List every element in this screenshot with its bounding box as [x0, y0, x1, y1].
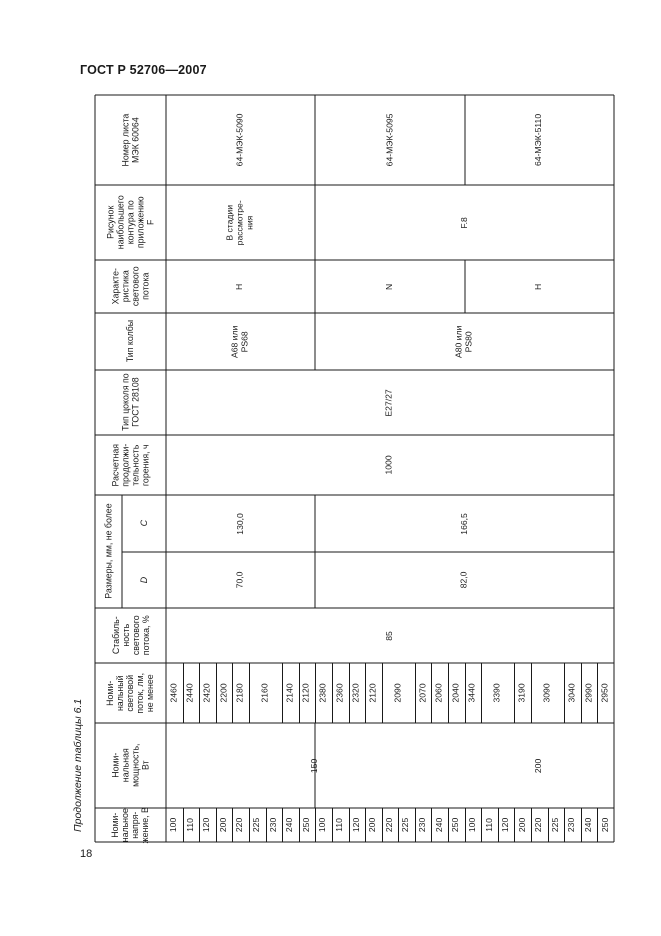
text-line: ность — [120, 624, 131, 647]
header-life — [95, 435, 166, 495]
bulb-value-2 — [315, 313, 614, 370]
voltage-cell — [332, 808, 349, 842]
voltage-cell — [431, 808, 448, 842]
flux-cell — [514, 663, 531, 723]
text-line: Рисунок — [105, 205, 116, 240]
dim-d-label: D — [138, 576, 149, 584]
text-line: потока, % — [140, 615, 151, 656]
flux-value: 2380 — [317, 683, 328, 703]
voltage-value: 220 — [234, 817, 245, 833]
text-line: горения, ч — [140, 444, 151, 486]
voltage-cell — [216, 808, 233, 842]
flux-value: 2320 — [350, 683, 361, 703]
text-line: нальная — [120, 748, 131, 783]
flux-cell — [564, 663, 581, 723]
voltage-cell — [382, 808, 399, 842]
voltage-cell — [581, 808, 598, 842]
voltage-value: 220 — [533, 817, 544, 833]
text-line: Номи- — [110, 752, 121, 779]
voltage-value: 240 — [433, 817, 444, 833]
text-line: В стадии — [224, 204, 235, 241]
voltage-value: 110 — [483, 818, 494, 832]
voltage-value: 225 — [251, 817, 262, 833]
text-line: PS68 — [239, 330, 250, 353]
flux-value: 3190 — [516, 683, 527, 703]
voltage-value: 225 — [549, 817, 560, 833]
text-line: Стабиль- — [110, 616, 121, 655]
text-line: Тип колбы — [125, 320, 136, 363]
flux-cell — [431, 663, 448, 723]
text-line: светового — [130, 266, 141, 307]
flux-cell — [382, 663, 415, 723]
voltage-cell — [481, 808, 498, 842]
flux-cell — [232, 663, 249, 723]
text-line: A68 или — [229, 325, 240, 358]
dim-c-value-1: 130,0 — [234, 512, 245, 535]
flux-cell — [481, 663, 514, 723]
power-value-150: 150 — [309, 758, 320, 773]
voltage-value: 250 — [450, 817, 461, 833]
cap-value: E27/27 — [384, 388, 395, 417]
voltage-value: 230 — [267, 817, 278, 833]
dim-d-value-2: 82,0 — [458, 571, 469, 589]
flux-cell — [183, 663, 200, 723]
flux-value: 2060 — [433, 683, 444, 703]
flux-value: 2360 — [334, 683, 345, 703]
text-line: световой — [125, 674, 136, 712]
flux-cell — [282, 663, 299, 723]
text-line: F.8 — [458, 216, 469, 229]
header-cap — [95, 370, 166, 435]
text-line: Номер листа — [120, 113, 131, 167]
flux-cell — [465, 663, 482, 723]
voltage-cell — [249, 808, 266, 842]
voltage-cell — [315, 808, 332, 842]
power-value-200: 200 — [533, 758, 544, 773]
voltage-value: 240 — [583, 817, 594, 833]
voltage-cell — [498, 808, 515, 842]
flux-value: 2160 — [259, 683, 270, 703]
flux-value: 3090 — [541, 683, 552, 703]
flux-cell — [315, 663, 332, 723]
header-dim-c — [122, 495, 166, 552]
page-number: 18 — [80, 848, 93, 860]
text-line: Номи- — [110, 812, 121, 838]
voltage-value: 120 — [500, 817, 511, 833]
table-caption: Продолжение таблицы 6.1 — [72, 698, 84, 832]
voltage-cell — [349, 808, 366, 842]
flux-cell — [365, 663, 382, 723]
voltage-value: 230 — [566, 817, 577, 833]
text-line: МЭК 60064 — [130, 117, 141, 163]
voltage-cell — [199, 808, 216, 842]
sheet-value-2: 64-МЭК-5095 — [384, 113, 395, 167]
header-voltage — [95, 808, 166, 842]
voltage-cell — [166, 808, 183, 842]
text-line: наибольшего — [115, 195, 126, 250]
header-flux — [95, 663, 166, 723]
voltage-value: 200 — [516, 817, 527, 833]
text-line: Номи- — [105, 680, 116, 706]
text-line: светового — [130, 615, 141, 656]
flux-value: 2950 — [599, 683, 610, 703]
voltage-cell — [564, 808, 581, 842]
voltage-cell — [465, 808, 482, 842]
text-line: Расчетная — [110, 443, 121, 487]
voltage-cell — [232, 808, 249, 842]
flux-value: 2040 — [450, 683, 461, 703]
voltage-cell — [398, 808, 415, 842]
text-line: поток, лм, — [135, 672, 146, 714]
flux-cell — [581, 663, 598, 723]
voltage-value: 250 — [301, 817, 312, 833]
text-line: потока — [140, 272, 151, 301]
flux-value: 3440 — [467, 683, 478, 703]
flux-cell — [216, 663, 233, 723]
text-line: рассмотре- — [234, 199, 245, 246]
flux-cell — [199, 663, 216, 723]
voltage-cell — [531, 808, 548, 842]
text-line: ГОСТ 28108 — [130, 377, 141, 428]
flux-cell — [249, 663, 282, 723]
voltage-cell — [597, 808, 614, 842]
flux-value: 2070 — [417, 683, 428, 703]
header-bulb — [95, 313, 166, 370]
voltage-cell — [448, 808, 465, 842]
voltage-value: 100 — [467, 817, 477, 833]
flux-value: 2990 — [583, 683, 594, 703]
text-line: не менее — [145, 674, 156, 712]
flux-value: 2090 — [392, 683, 403, 703]
text-line: Характе- — [110, 268, 121, 305]
flux-cell — [448, 663, 465, 723]
sheet-value-1: 64-МЭК-5090 — [234, 113, 245, 167]
voltage-value: 230 — [417, 817, 428, 833]
text-line: контура по — [125, 200, 136, 245]
flux-cell — [531, 663, 564, 723]
curve-value-3: H — [533, 283, 544, 290]
flux-value: 2140 — [284, 683, 295, 703]
voltage-cell — [183, 808, 200, 842]
figure-value-1 — [166, 185, 315, 260]
curve-value-2: N — [384, 283, 395, 290]
page-header: ГОСТ Р 52706—2007 — [80, 63, 207, 77]
text-line: Тип цоколя по — [120, 373, 131, 432]
voltage-value: 110 — [184, 818, 195, 832]
flux-value: 2460 — [168, 683, 179, 703]
voltage-value: 120 — [350, 817, 361, 833]
voltage-value: 100 — [317, 817, 328, 833]
header-curve — [95, 260, 166, 313]
voltage-value: 250 — [599, 817, 610, 833]
voltage-value: 240 — [284, 817, 295, 833]
flux-value: 3390 — [491, 683, 502, 703]
header-stability — [95, 608, 166, 663]
text-line: нальное — [120, 807, 131, 843]
stability-value: 85 — [384, 630, 395, 641]
header-sheet — [95, 95, 166, 185]
voltage-cell — [548, 808, 565, 842]
text-line: приложению — [135, 196, 146, 249]
voltage-value: 225 — [400, 817, 411, 833]
voltage-cell — [266, 808, 283, 842]
voltage-cell — [282, 808, 299, 842]
flux-cell — [349, 663, 366, 723]
flux-value: 2420 — [201, 683, 212, 703]
text-line: напря- — [130, 811, 141, 839]
flux-cell — [415, 663, 432, 723]
text-line: A80 или — [453, 325, 464, 358]
flux-value: 2440 — [184, 683, 195, 703]
text-line: ристика — [120, 270, 131, 303]
text-line: продолжи- — [120, 443, 131, 487]
voltage-value: 110 — [334, 818, 345, 832]
flux-cell — [332, 663, 349, 723]
text-line: нальный — [115, 675, 126, 711]
bulb-value-1 — [166, 313, 315, 370]
flux-value: 2120 — [301, 683, 312, 703]
figure-value-2 — [315, 185, 614, 260]
flux-value: 2120 — [367, 683, 378, 703]
voltage-cell — [365, 808, 382, 842]
flux-value: 3040 — [566, 683, 577, 703]
curve-value-1: H — [234, 283, 245, 290]
voltage-value: 120 — [201, 817, 212, 833]
voltage-value: 100 — [168, 817, 179, 833]
text-line: ния — [244, 215, 255, 230]
header-dim-d — [122, 552, 166, 608]
flux-value: 2200 — [218, 683, 229, 703]
voltage-cell — [299, 808, 316, 842]
dim-c-label: C — [138, 520, 149, 527]
voltage-value: 200 — [218, 817, 229, 833]
flux-cell — [597, 663, 614, 723]
header-dims-group — [95, 495, 122, 608]
voltage-value: 200 — [367, 817, 378, 833]
flux-value: 2180 — [234, 683, 245, 703]
life-value: 1000 — [384, 455, 395, 475]
text-line: F — [145, 219, 156, 226]
sheet-value-3: 64-МЭК-5110 — [533, 113, 544, 167]
text-line: жение, В — [140, 806, 151, 844]
voltage-value: 220 — [384, 817, 395, 833]
dim-d-value-1: 70,0 — [234, 571, 245, 589]
flux-cell — [166, 663, 183, 723]
text-line: Вт — [140, 760, 151, 771]
header-power — [95, 723, 166, 808]
dims-group-label: Размеры, мм, не более — [103, 503, 114, 600]
text-line: PS80 — [463, 330, 474, 353]
dim-c-value-2: 166,5 — [458, 512, 469, 535]
voltage-cell — [415, 808, 432, 842]
text-line: тельность — [130, 444, 141, 486]
header-figure — [95, 185, 166, 260]
voltage-cell — [514, 808, 531, 842]
text-line: мощность, — [130, 743, 141, 788]
flux-cell — [299, 663, 316, 723]
